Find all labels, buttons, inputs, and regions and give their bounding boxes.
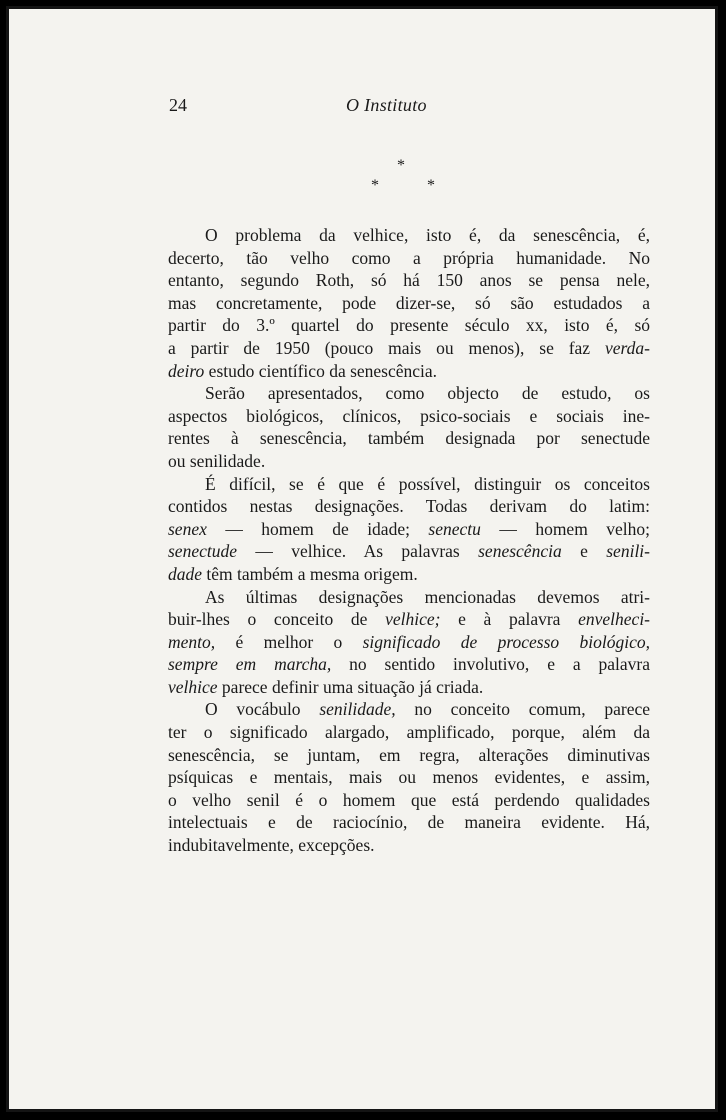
text-run: decerto, tão velho como a própria humanidade. No <box>168 247 650 268</box>
text-line <box>168 789 650 812</box>
text-run: — homem velho; <box>480 518 650 539</box>
paragraph <box>168 382 650 472</box>
italic-text: senectude <box>168 541 237 562</box>
text-line <box>168 382 650 405</box>
text-line <box>168 653 650 676</box>
text-line <box>168 608 650 631</box>
text-run: e <box>561 541 607 562</box>
text-line <box>168 766 650 789</box>
text-run: o velho senil é o homem que está perdendo qualidades <box>168 789 650 810</box>
italic-text: senilidade, <box>319 699 396 720</box>
text-line <box>168 314 650 337</box>
text-run: partir do 3.º quartel do presente século xx, isto é, só <box>168 315 650 336</box>
italic-text: dade <box>168 563 203 584</box>
body-text <box>168 224 650 857</box>
text-line <box>168 337 650 360</box>
text-run: aspectos biológicos, clínicos, psico-sociais e sociais ine- <box>168 405 650 426</box>
text-run: O vocábulo <box>205 699 320 720</box>
text-line <box>168 224 650 247</box>
text-run: estudo científico da senescência. <box>204 360 438 381</box>
book-page <box>6 6 718 1112</box>
italic-text: verda- <box>604 337 650 358</box>
italic-text: senectu <box>428 518 481 539</box>
italic-text: significado de processo biológico, <box>362 631 650 652</box>
asterism-star: * <box>371 177 379 194</box>
text-run: psíquicas e mentais, mais ou menos evidentes, e assim, <box>168 767 650 788</box>
text-run: É difícil, se é que é possível, distinguir os conceitos <box>205 473 650 494</box>
text-line <box>168 450 650 473</box>
text-run: — velhice. As palavras <box>237 541 479 562</box>
italic-text: sempre em marcha, <box>168 654 332 675</box>
text-line <box>168 563 650 586</box>
text-line <box>168 676 650 699</box>
italic-text: deiro <box>168 360 205 381</box>
text-run: buir-lhes o conceito de <box>168 609 386 630</box>
text-line <box>168 540 650 563</box>
italic-text: senex <box>168 518 207 539</box>
italic-text: mento, <box>168 631 216 652</box>
text-run: Serão apresentados, como objecto de estudo, os <box>205 383 650 404</box>
text-line <box>168 360 650 383</box>
asterism-star: * <box>427 177 435 194</box>
text-line <box>168 518 650 541</box>
text-run: parece definir uma situação já criada. <box>217 676 484 697</box>
text-run: senescência, se juntam, em regra, alterações diminutivas <box>168 744 650 765</box>
text-run: indubitavelmente, excepções. <box>168 835 375 856</box>
text-run: O problema da velhice, isto é, da senescência, é, <box>205 225 650 245</box>
text-run: intelectuais e de raciocínio, de maneira evidente. Há, <box>168 812 650 833</box>
text-line <box>168 698 650 721</box>
paragraph <box>168 473 650 586</box>
text-run: — homem de idade; <box>206 518 429 539</box>
running-title: O Instituto <box>346 95 427 115</box>
italic-text: senili- <box>606 541 650 562</box>
text-line <box>168 721 650 744</box>
italic-text: envelheci- <box>578 609 651 630</box>
text-line <box>168 631 650 654</box>
text-run: ter o significado alargado, amplificado, porque, além da <box>168 722 650 743</box>
page-header <box>9 95 715 123</box>
text-line <box>168 269 650 292</box>
text-run: ou senilidade. <box>168 450 266 471</box>
text-line <box>168 473 650 496</box>
text-line <box>168 834 650 857</box>
asterism-star: * <box>397 157 405 174</box>
text-run: mas concretamente, pode dizer-se, só são estudados a <box>168 292 650 313</box>
text-run: é melhor o <box>215 631 363 652</box>
text-run: As últimas designações mencionadas devemos atri- <box>205 586 650 607</box>
text-line <box>168 405 650 428</box>
text-run: entanto, segundo Roth, só há 150 anos se pensa nele, <box>168 270 650 291</box>
text-run: a partir de 1950 (pouco mais ou menos), se faz <box>168 337 605 358</box>
text-run: no sentido involutivo, e a palavra <box>331 654 650 675</box>
paragraph <box>168 224 650 382</box>
text-line <box>168 495 650 518</box>
text-run: rentes à senescência, também designada por senectude <box>168 428 650 449</box>
text-line <box>168 292 650 315</box>
text-line <box>168 586 650 609</box>
text-run: no conceito comum, parece <box>395 699 650 720</box>
text-line <box>168 427 650 450</box>
text-run: e à palavra <box>440 609 579 630</box>
text-run: têm também a mesma origem. <box>202 563 418 584</box>
text-line <box>168 811 650 834</box>
paragraph <box>168 586 650 699</box>
italic-text: velhice; <box>385 609 441 630</box>
italic-text: velhice <box>168 676 218 697</box>
text-line <box>168 247 650 270</box>
text-run: contidos nestas designações. Todas derivam do latim: <box>168 496 650 517</box>
italic-text: senescência <box>478 541 562 562</box>
section-break-asterism <box>365 157 441 197</box>
paragraph <box>168 698 650 856</box>
page-number: 24 <box>169 95 187 115</box>
text-line <box>168 744 650 767</box>
